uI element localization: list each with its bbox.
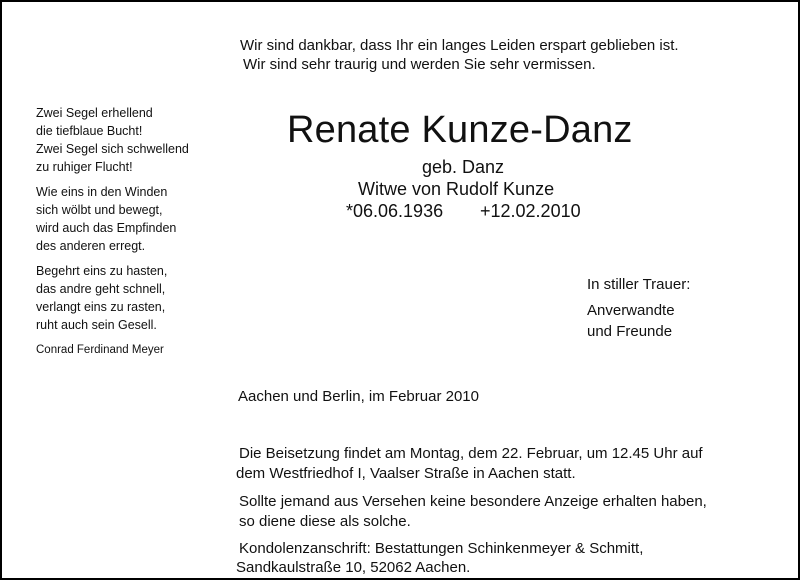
poem-line: wird auch das Empfinden <box>36 221 177 235</box>
place-date: Aachen und Berlin, im Februar 2010 <box>238 388 479 405</box>
poem-line: das andre geht schnell, <box>36 282 166 296</box>
poem-author: Conrad Ferdinand Meyer <box>36 344 164 356</box>
poem-line: Zwei Segel sich schwellend <box>36 142 189 156</box>
notice-line-2: so diene diese als solche. <box>239 513 411 530</box>
mourners-line: Anverwandte <box>587 302 675 319</box>
intro-line-2: Wir sind sehr traurig und werden Sie sehr vermissen. <box>243 56 596 73</box>
poem-line: Wie eins in den Winden <box>36 185 168 199</box>
mourners-line: und Freunde <box>587 323 673 340</box>
notice-line-1: Sollte jemand aus Versehen keine besondere Anzeige erhalten haben, <box>239 493 707 510</box>
relation: Witwe von Rudolf Kunze <box>358 179 555 199</box>
poem-line: des anderen erregt. <box>36 239 146 253</box>
burial-line-1: Die Beisetzung findet am Montag, dem 22. Februar, um 12.45 Uhr auf <box>239 445 703 462</box>
condolence-line-1: Kondolenzanschrift: Bestattungen Schinkenmeyer & Schmitt, <box>239 540 644 557</box>
burial-line-2: dem Westfriedhof I, Vaalser Straße in Aachen statt. <box>236 465 576 482</box>
mourners-heading: In stiller Trauer: <box>587 276 691 293</box>
intro-line-1: Wir sind dankbar, dass Ihr ein langes Leiden erspart geblieben ist. <box>240 37 679 54</box>
poem-line: Begehrt eins zu hasten, <box>36 264 168 278</box>
condolence-line-2: Sandkaulstraße 10, 52062 Aachen. <box>236 559 471 576</box>
birth-name: geb. Danz <box>422 157 505 177</box>
poem-line: ruht auch sein Gesell. <box>36 318 157 332</box>
poem-line: sich wölbt und bewegt, <box>36 203 163 217</box>
poem-line: verlangt eins zu rasten, <box>36 300 166 314</box>
poem-line: zu ruhiger Flucht! <box>36 160 133 174</box>
deceased-name: Renate Kunze-Danz <box>287 109 633 151</box>
poem-line: Zwei Segel erhellend <box>36 106 153 120</box>
birth-date: *06.06.1936 <box>346 201 444 221</box>
death-date: +12.02.2010 <box>480 201 581 221</box>
poem-line: die tiefblaue Bucht! <box>36 124 143 138</box>
